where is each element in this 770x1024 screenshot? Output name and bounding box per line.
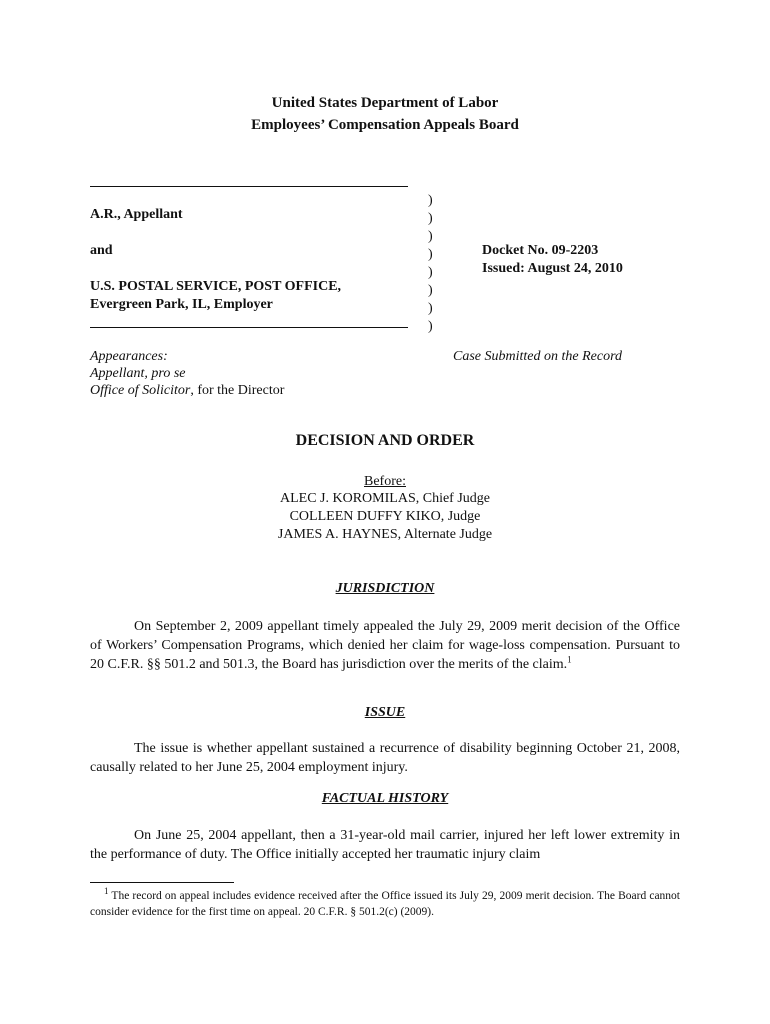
- header-board: Employees’ Compensation Appeals Board: [251, 117, 519, 133]
- footnote-text: The record on appeal includes evidence received after the Office issued its July 29, 2009 merit decision. The Board cannot consider evidence for the first time on appeal. 20 C.F.R. § 501.2(c) (2009).: [90, 890, 680, 918]
- paragraph-issue: [90, 739, 680, 777]
- heading-jurisdiction: JURISDICTION: [335, 581, 435, 596]
- decision-title: DECISION AND ORDER: [295, 432, 475, 449]
- jurisdiction-text: On September 2, 2009 appellant timely appealed the July 29, 2009 merit decision of the Office of Workers’ Compensation Programs, which denied her claim for wage-loss compensation. Pursuant to 20 C.F.R. §§ 501.2 and 501.3, the Board has jurisdiction over the merits of the claim.: [90, 619, 680, 672]
- judge-associate: COLLEEN DUFFY KIKO, Judge: [289, 509, 481, 524]
- caption-employer-line1: U.S. POSTAL SERVICE, POST OFFICE,: [90, 279, 342, 294]
- case-submitted: Case Submitted on the Record: [453, 349, 623, 364]
- header-agency: United States Department of Labor: [271, 95, 499, 111]
- caption-employer-line2: Evergreen Park, IL, Employer: [90, 297, 273, 312]
- appearances-label: Appearances:: [90, 349, 168, 364]
- caption-top-rule: [90, 186, 408, 187]
- issue-text: The issue is whether appellant sustained a recurrence of disability beginning October 21, 2008, causally related to her June 25, 2004 employment injury.: [90, 741, 680, 775]
- footnote: [90, 888, 680, 920]
- heading-issue: ISSUE: [364, 705, 406, 720]
- heading-factual-history: FACTUAL HISTORY: [321, 791, 449, 806]
- caption-bottom-rule: [90, 327, 408, 328]
- caption-appellant: A.R., Appellant: [90, 207, 183, 222]
- solicitor-role: , for the Director: [190, 383, 285, 398]
- judge-chief: ALEC J. KOROMILAS, Chief Judge: [280, 491, 490, 506]
- solicitor-office: Office of Solicitor: [90, 383, 191, 398]
- judge-alternate: JAMES A. HAYNES, Alternate Judge: [277, 527, 493, 542]
- factual-history-text: On June 25, 2004 appellant, then a 31-year-old mail carrier, injured her left lower extremity in the performance of duty. The Office initially accepted her traumatic injury claim: [90, 828, 680, 862]
- before-label: Before:: [364, 474, 406, 489]
- caption-and: and: [90, 243, 113, 258]
- paragraph-jurisdiction: [90, 617, 680, 674]
- paragraph-factual-history: [90, 826, 680, 864]
- appearances-solicitor: [90, 383, 284, 399]
- footnote-number: 1: [104, 886, 109, 897]
- footnote-ref: 1: [567, 654, 572, 665]
- appearances-appellant: Appellant, pro se: [90, 366, 186, 381]
- docket-number: Docket No. 09-2203: [482, 243, 599, 258]
- footnote-rule: [90, 882, 234, 883]
- caption-parentheses: ) ) ) ) ) ) ) ): [428, 193, 433, 334]
- issued-date: Issued: August 24, 2010: [482, 261, 623, 276]
